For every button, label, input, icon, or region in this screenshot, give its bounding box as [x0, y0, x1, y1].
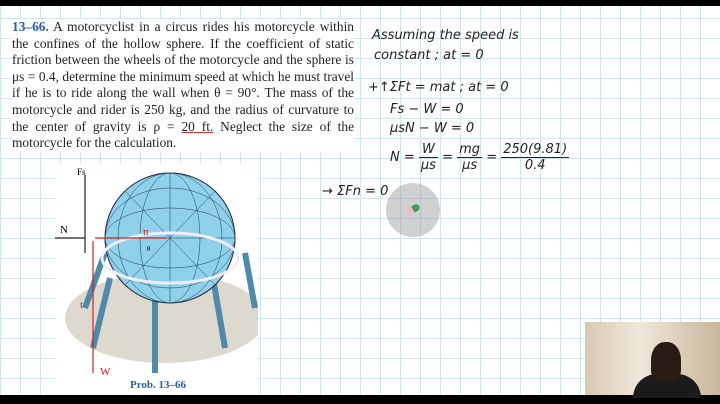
note-line-7: → ΣFn = 0 — [322, 184, 389, 199]
note-line-4: Fs − W = 0 — [390, 102, 464, 117]
n-axis-label: n — [143, 226, 149, 238]
n-force-label: N — [60, 224, 68, 236]
fraction-w-mus: $\frac{W}{\mu s}$ — [420, 142, 436, 173]
weight-label: W — [100, 366, 111, 378]
problem-statement — [12, 19, 354, 152]
figure-caption: Prob. 13–66 — [130, 379, 187, 391]
sphere-illustration — [55, 163, 258, 395]
t-axis-label: t — [80, 299, 84, 311]
rho-value: 20 ft. — [181, 118, 214, 134]
pen-cursor-highlight — [386, 183, 440, 237]
note-line-1: Assuming the speed is — [372, 28, 519, 43]
note-line-2: constant ; at = 0 — [374, 48, 484, 63]
problem-text: A motorcyclist in a circus rides his motorcycle within the confines of the hollow sphere. If the coefficient of static friction between the wheels of the motorcycle and the sphere is μs = 0.4, determine the minimum speed at which he must travel if he is to ride along the wall when θ = 90°. The mass of the motorcycle and rider is 250 kg, and the radius of curvature to the center of gravity is ρ = — [12, 19, 354, 134]
fraction-numeric: $\frac{250(9.81)}{0.4}$ — [503, 142, 568, 173]
note-line-3: +↑ΣFt = mat ; at = 0 — [368, 80, 509, 95]
problem-text-end: Neglect the size of the motorcycle for the calculation. — [12, 118, 355, 151]
presenter-head — [651, 342, 681, 382]
problem-figure — [55, 163, 258, 395]
note-line-5: μsN − W = 0 — [390, 121, 475, 136]
pen-icon — [405, 203, 421, 216]
n-equals: N = — [390, 150, 415, 165]
webcam-overlay — [585, 322, 720, 395]
theta-label: θ — [147, 245, 151, 253]
note-line-6: N = $\frac{W}{\mu s}$ = $\frac{mg}{\mu s}$ = $\frac{250(9.81)}{0.4}$ — [390, 142, 568, 173]
fraction-mg-mus: $\frac{mg}{\mu s}$ — [459, 142, 481, 173]
fs-label: Fs — [77, 167, 86, 177]
problem-number: 13–66. — [12, 19, 49, 34]
